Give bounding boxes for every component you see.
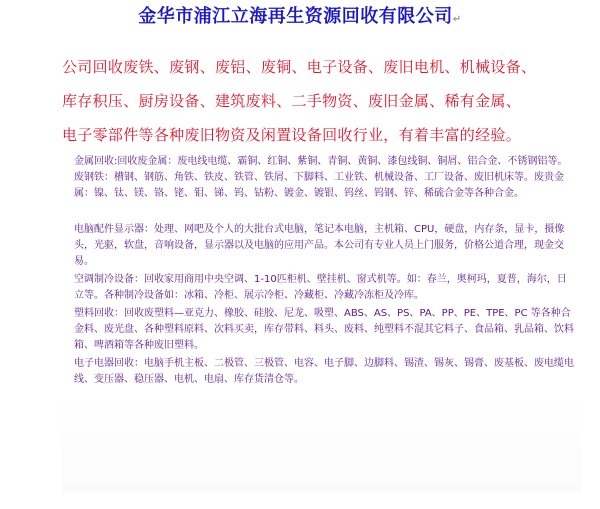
- company-title-text: 金华市浦江立海再生资源回收有限公司: [138, 6, 453, 27]
- paragraph-mark: ↵: [452, 14, 462, 25]
- computer-recycling-paragraph: 电脑配件显示器：处理、网吧及个人的大批台式电脑，笔记本电脑，主机箱、CPU，硬盘，内存条，显卡，摄像头，光驱，软盘，音响设备，显示器以及电脑的应用产品。本公司有专业人员上门服务，价格公道合理，现金交易。: [74, 224, 565, 267]
- plastic-recycling-paragraph: 塑料回收：回收废塑料—亚克力、橡胶、硅胶、尼龙、吸塑、ABS、AS、PS、PA、PP、PE、TPE、PC 等各种合金料、废光盘、各种塑料原料、次料买卖，库存带料、料头、废料、纯塑料不混其它料子、食品箱、乳品箱、饮料箱、啤酒箱等各种废旧塑料。: [74, 308, 574, 351]
- blank-area: [62, 392, 582, 492]
- intro-line-2: 库存积压、厨房设备、建筑废料、二手物资、废旧金属、稀有金属、: [62, 92, 522, 110]
- electronic-recycling-paragraph: 电子电器回收：电脑手机主板、二极管、三极管、电容、电子脚、边脚料、锡渣、锡灰、锡膏、废基板、废电缆电线、变压器、稳压器、电机、电扇、库存货清仓等。: [74, 358, 574, 385]
- metal-recycling-paragraph: 金属回收:回收废金属：废电线电缆、霸铜、红铜、紫铜、青铜、黄铜、漆包线铜、铜屑、铝合金、不锈钢铝等。废钢铁：槽钢、钢筋、角铁、铁皮、铁管、铁屑、下脚料、工业铁、机械设备、工厂设备、废旧机床等。废贵金属：镍、钛、镁、铬、铑、钼、锑、钨、钴粉、镀金、镀银、钨丝、钨钢、锌、稀硫合金等各种合金。: [74, 156, 568, 199]
- intro-line-3: 电子零部件等各种废旧物资及闲置设备回收行业，有着丰富的经验。: [62, 126, 522, 144]
- aircon-recycling-paragraph: 空调制冷设备：回收家用商用中央空调、1-10匹柜机、壁挂机、窗式机等。如：春兰，奥柯玛，夏普，海尔，日立等。各种制冷设备如：冰箱、冷柜、展示冷柜、冷藏柜、冷藏冷冻柜及冷库。: [74, 274, 567, 301]
- company-title: [0, 2, 600, 28]
- intro-line-1: 公司回收废铁、废钢、废铝、废铜、电子设备、废旧电机、机械设备、: [62, 58, 537, 76]
